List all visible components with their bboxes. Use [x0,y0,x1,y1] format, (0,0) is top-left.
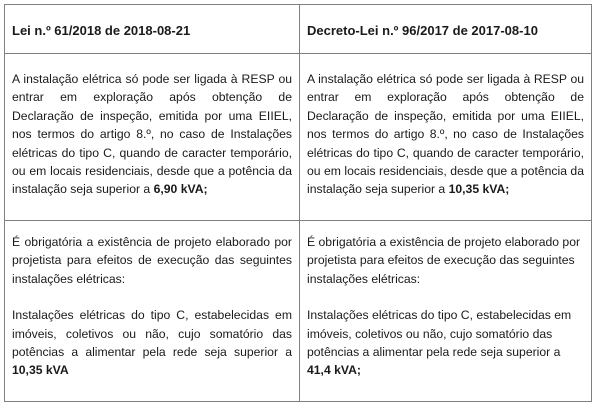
header-decreto-lei-96-2017: Decreto-Lei n.º 96/2017 de 2017-08-10 [300,5,592,54]
inspection-cell-left [5,54,300,221]
project-paragraph [307,306,584,380]
inspection-paragraph [307,70,584,199]
power-threshold-value: 10,35 kVA; [448,182,510,197]
paragraph-gap [307,288,584,306]
project-cell-right [300,221,592,402]
header-row [5,5,592,54]
legislation-comparison-table [4,4,592,402]
project-text: Instalações elétricas do tipo C, estabelecidas em imóveis, coletivos ou não, cujo somatório das potências a alimentar pela rede seja superior a [12,308,292,360]
project-paragraph [12,306,292,380]
inspection-text: A instalação elétrica só pode ser ligada à RESP ou entrar em exploração após obtenção de Declaração de inspeção, emitida por uma EIIEL, nos termos do artigo 8.º, no caso de Instalações elétricas do tipo C, quando de caracter temporário, ou em locais residenciais, desde que a potência da instalação seja superior a [12,72,292,197]
power-threshold-value: 41,4 kVA; [307,363,361,378]
table-row [5,221,592,402]
table-row [5,54,592,221]
project-text: Instalações elétricas do tipo C, estabelecidas em imóveis, coletivos ou não, cujo somatório das potências a alimentar pela rede seja superior a [307,308,572,360]
paragraph-gap [12,288,292,306]
header-lei-61-2018: Lei n.º 61/2018 de 2018-08-21 [5,5,300,54]
inspection-paragraph [12,70,292,199]
project-intro: É obrigatória a existência de projeto elaborado por projetista para efeitos de execução das seguintes instalações elétricas: [307,235,581,286]
power-threshold-value: 10,35 kVA [12,363,69,378]
project-intro: É obrigatória a existência de projeto elaborado por projetista para efeitos de execução das seguintes instalações elétricas: [12,235,292,286]
project-cell-left [5,221,300,402]
power-threshold-value: 6,90 kVA; [153,182,208,197]
inspection-text: A instalação elétrica só pode ser ligada à RESP ou entrar em exploração após obtenção de Declaração de inspeção, emitida por uma EIIEL, nos termos do artigo 8.º, no caso de Instalações elétricas do tipo C, quando de caracter temporário, ou em locais residenciais, desde que a potência da instalação seja superior a [307,72,584,197]
inspection-cell-right [300,54,592,221]
